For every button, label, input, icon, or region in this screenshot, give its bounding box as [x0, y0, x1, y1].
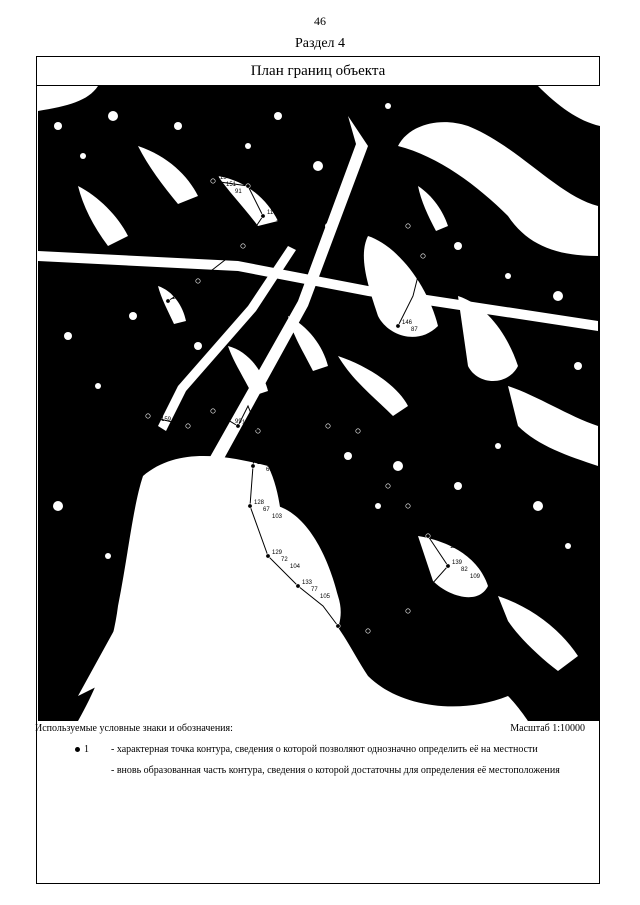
point-label: 142 — [412, 220, 423, 226]
point-label: 152 — [261, 187, 272, 193]
point-label: 113 — [217, 175, 227, 181]
point-label: 79 — [351, 627, 358, 633]
boundary-plan-frame — [36, 56, 600, 884]
point-label: 103 — [272, 514, 283, 520]
point-label: 62 — [201, 427, 208, 433]
point-label: 95 — [220, 289, 227, 295]
satellite-map — [38, 86, 600, 721]
point-label: 102 — [275, 474, 286, 480]
point-label: 117 — [267, 210, 277, 216]
point-label: 97 — [170, 424, 177, 430]
legend-contour-text: - вновь образованная часть контура, сведения о которой достаточны для определения её местоположения — [111, 765, 560, 776]
point-label: 133 — [302, 580, 313, 586]
point-label: 67 — [263, 507, 270, 513]
point-label: 146 — [402, 320, 413, 326]
point-label: 89 — [371, 432, 378, 438]
point-label: 127 — [257, 460, 268, 466]
point-label: 157 — [211, 282, 222, 288]
point-label: 120 — [172, 295, 183, 301]
point-label: 124 — [217, 405, 228, 411]
point-label: 88 — [341, 427, 348, 433]
point-label: 158 — [181, 302, 192, 308]
point-label: 148 — [332, 420, 343, 426]
legend-point-symbol — [75, 744, 111, 755]
point-label: 118 — [247, 240, 257, 246]
point-label: 151 — [226, 182, 237, 188]
point-label: 94 — [265, 254, 272, 260]
point-label: 83 — [441, 537, 448, 543]
point-label: 138 — [412, 605, 423, 611]
point-label: 159 — [161, 417, 172, 423]
point-label: 84 — [421, 507, 428, 513]
map-light-areas — [38, 86, 600, 721]
point-label: 134 — [342, 620, 353, 626]
point-label: 80 — [381, 632, 388, 638]
legend-point-label: 1 — [84, 744, 89, 755]
point-label: 116 — [252, 180, 262, 186]
point-label: 110 — [450, 544, 460, 550]
point-label: 155 — [256, 247, 267, 253]
point-label: 128 — [254, 500, 265, 506]
point-label: 96 — [190, 309, 197, 315]
point-label: 87 — [411, 327, 418, 333]
point-label: 81 — [421, 612, 428, 618]
legend-point-text: - характерная точка контура, сведения о которой позволяют однозначно определить её на местности — [111, 744, 538, 755]
point-label: 106 — [360, 634, 371, 640]
point-marker-icon — [75, 747, 80, 752]
point-label: 93 — [285, 224, 292, 230]
point-label: 149 — [362, 425, 373, 431]
point-label: 109 — [470, 574, 481, 580]
point-label: 63 — [226, 412, 233, 418]
point-label: 139 — [452, 560, 463, 566]
point-label: 101 — [280, 439, 291, 445]
point-label: 64 — [251, 427, 258, 433]
point-label: 85 — [421, 227, 428, 233]
page-number: 46 — [314, 14, 326, 28]
point-label: 143 — [427, 250, 438, 256]
point-label: 119 — [202, 275, 212, 281]
point-label: 126 — [262, 425, 273, 431]
point-label: 77 — [311, 587, 318, 593]
point-label: 105 — [320, 594, 331, 600]
point-label: 108 — [430, 619, 441, 625]
point-label: 90 — [401, 487, 408, 493]
point-label: 99 — [235, 419, 242, 425]
map-scale: Масштаб 1:10000 — [510, 723, 585, 734]
legend-title: Используемые условные знаки и обозначения: — [35, 723, 233, 734]
point-label: 91 — [235, 189, 242, 195]
point-label: 82 — [461, 567, 468, 573]
legend-item-contour — [75, 765, 601, 777]
point-label: 98 — [210, 434, 217, 440]
point-label: 107 — [390, 639, 401, 645]
point-label: 129 — [272, 550, 283, 556]
point-label: 125 — [242, 420, 253, 426]
point-label: 66 — [266, 467, 273, 473]
map-svg — [38, 86, 600, 721]
point-label: 65 — [271, 432, 278, 438]
point-label: 137 — [372, 625, 383, 631]
point-label: 92 — [270, 194, 277, 200]
point-label: 72 — [281, 557, 288, 563]
point-label: 140 — [432, 530, 443, 536]
point-label: 121 — [152, 410, 163, 416]
point-label: 153 — [276, 217, 287, 223]
frame-title: План границ объекта — [37, 57, 599, 86]
point-label: 141 — [412, 500, 423, 506]
point-label: 86 — [436, 257, 443, 263]
point-label: 150 — [392, 480, 403, 486]
legend-item-point — [75, 744, 601, 756]
section-title: Раздел 4 — [294, 36, 346, 51]
point-label: 123 — [192, 420, 203, 426]
point-label: 104 — [290, 564, 301, 570]
point-label: 100 — [260, 434, 271, 440]
